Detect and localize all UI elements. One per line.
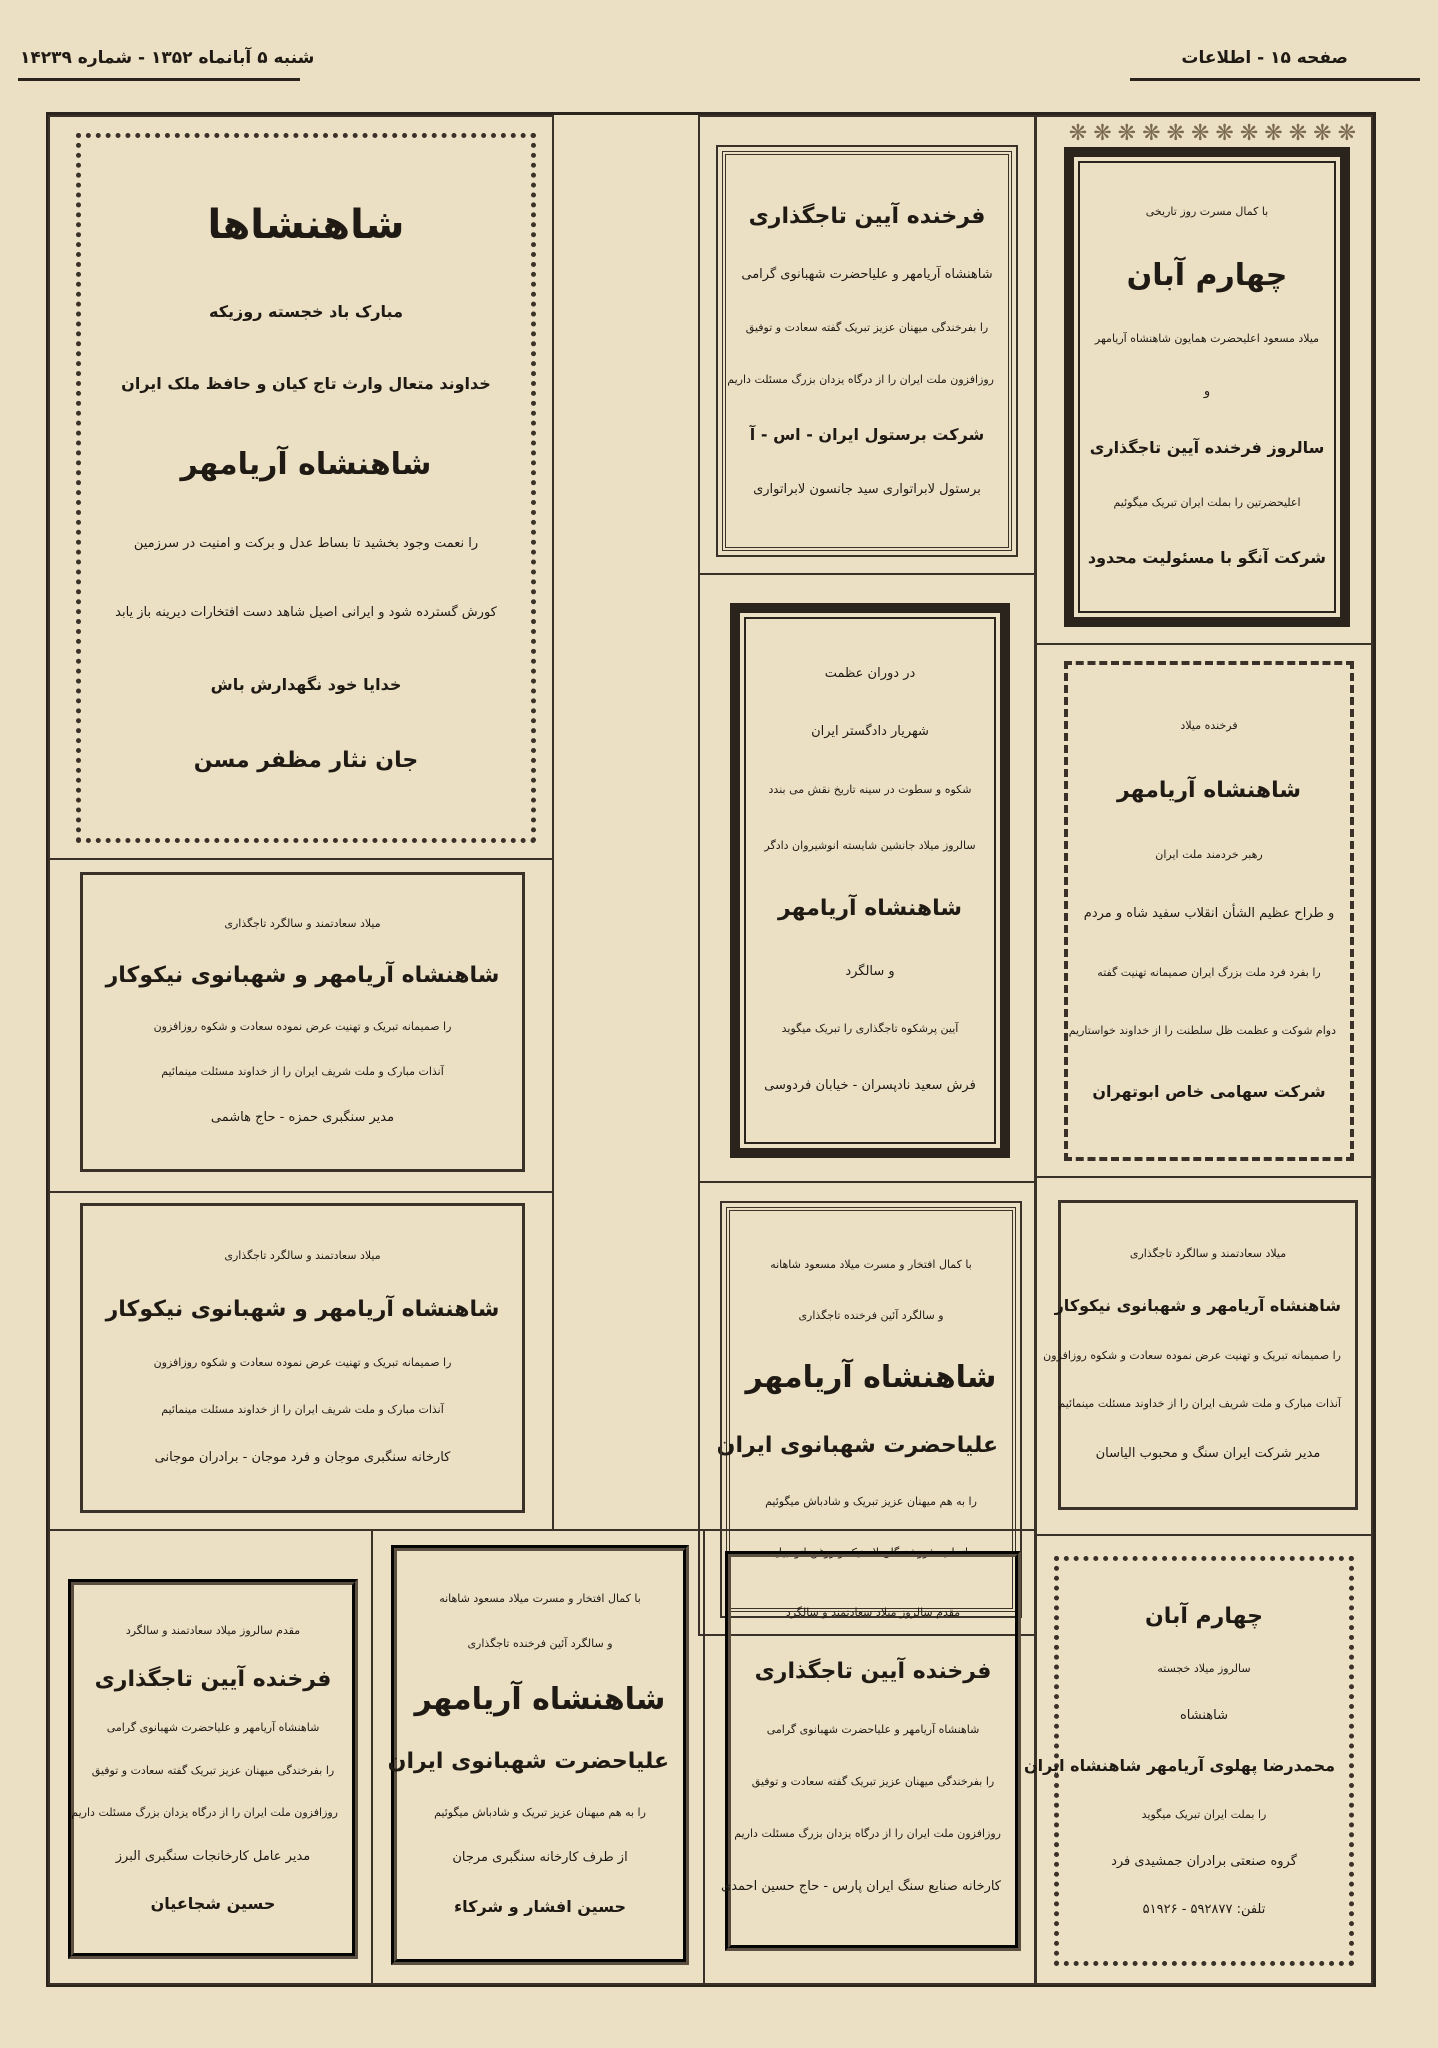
ad-11-line-4: علیاحضرت شهبانوی ایران <box>387 1749 669 1775</box>
ad-10-line-1: مقدم سالروز میلاد سعادتمند و سالگرد <box>125 1623 301 1637</box>
ornament-border-top: ❋❋❋❋❋❋❋❋❋❋❋❋ <box>1068 121 1362 146</box>
ad-1-line-2: مبارک باد خجسته روزیکه <box>209 301 403 321</box>
ad-7-line-6: اتحادیه فروشندگان لاستیک و روغن اتومبیل <box>773 1546 969 1560</box>
ad-8-line-2: شاهنشاه آریامهر و شهبانوی نیکوکار <box>105 1297 500 1323</box>
advertisement-frame <box>46 112 1376 1987</box>
ad-7-line-5: را به هم میهنان عزیز تبریک و شادباش میگوئیم <box>765 1495 977 1509</box>
ad-11-line-1: با کمال افتخار و مسرت میلاد مسعود شاهانه <box>439 1592 641 1606</box>
ad-10-line-4: را بفرخندگی میهنان عزیز تبریک گفته سعادت و توفیق <box>91 1763 335 1777</box>
ad-6-line-3: را صمیمانه تبریک و تهنیت عرض نموده سعادت و شکوه روزافزون <box>153 1019 452 1033</box>
ad-farsh-saeed <box>730 603 1010 1158</box>
ad-jamshidi-fard <box>1024 1556 1354 1966</box>
ad-10-line-5: روزافزون ملت ایران را از درگاه یزدان بزرگ مسئلت داریم <box>71 1806 338 1820</box>
ad-6-line-4: آنذات مبارک و ملت شریف ایران را از خداوند مسئلت مینمائیم <box>161 1065 444 1079</box>
ad-11-line-5: را به هم میهنان عزیز تبریک و شادباش میگوئیم <box>434 1805 646 1819</box>
ad-3-line-3: میلاد مسعود اعلیحضرت همایون شاهنشاه آریامهر <box>1094 331 1320 345</box>
ad-cell-10 <box>48 1529 373 1985</box>
ad-12-line-1: مقدم سالروز میلاد سعادتمند و سالگرد <box>785 1605 961 1619</box>
ad-3-line-4: و <box>1203 383 1211 399</box>
ad-4-line-2: شهریار دادگستر ایران <box>811 724 929 740</box>
ad-1-line-7: خدایا خود نگهدارش باش <box>210 674 402 694</box>
ad-13-line-4: محمدرضا پهلوی آریامهر شاهنشاه ایران <box>1024 1755 1335 1775</box>
ad-4-line-8: فرش سعید نادپسران - خیابان فردوسی <box>764 1078 976 1094</box>
ad-4-line-6: و سالگرد <box>845 963 895 979</box>
ad-cell-8 <box>48 1191 554 1531</box>
ad-6-line-5: مدیر سنگبری حمزه - حاج هاشمی <box>210 1110 395 1126</box>
ad-9-line-3: را صمیمانه تبریک و تهنیت عرض نموده سعادت و شکوه روزافزون <box>1043 1349 1341 1363</box>
header-rule-left <box>18 78 300 81</box>
ad-8-line-1: میلاد سعادتمند و سالگرد تاجگذاری <box>224 1249 381 1263</box>
ad-7-line-1: با کمال افتخار و مسرت میلاد مسعود شاهانه <box>770 1258 972 1272</box>
ad-8-line-3: را صمیمانه تبریک و تهنیت عرض نموده سعادت و شکوه روزافزون <box>153 1355 452 1369</box>
ad-cell-1 <box>48 115 554 860</box>
ad-2-line-3: را بفرخندگی میهنان عزیز تبریک گفته سعادت و توفیق <box>745 321 989 335</box>
ad-9-line-5: مدیر شرکت ایران سنگ و محبوب الیاسان <box>1095 1445 1321 1461</box>
ad-9-line-2: شاهنشاه آریامهر و شهبانوی نیکوکار <box>1054 1295 1341 1315</box>
header-rule-right <box>1130 78 1420 81</box>
ad-sangbari-alborz <box>68 1579 358 1959</box>
ad-1-line-1: شاهنشاها <box>207 202 405 249</box>
ad-cell-2 <box>698 115 1037 575</box>
ad-cell-12 <box>703 1529 1037 1985</box>
ad-iran-pars-stone <box>721 1551 1021 1951</box>
ad-10-line-7: حسین شجاعیان <box>150 1893 276 1913</box>
ad-cell-9 <box>1034 1176 1373 1536</box>
ad-12-line-2: فرخنده آیین تاجگذاری <box>754 1658 992 1684</box>
ad-7-line-3: شاهنشاه آریامهر <box>745 1359 997 1395</box>
ad-2-line-6: برستول لابراتواری سید جانسون لابراتواری <box>753 482 981 497</box>
ad-cell-5 <box>1034 643 1373 1178</box>
ad-2-line-4: روزافزون ملت ایران را از درگاه یزدان بزرگ مسئلت داریم <box>727 372 994 386</box>
ad-4-line-3: شکوه و سطوت در سینه تاریخ نقش می بندد <box>768 782 972 796</box>
ad-12-line-4: را بفرخندگی میهنان عزیز تبریک گفته سعادت و توفیق <box>751 1774 995 1788</box>
ad-5-line-6: دوام شوکت و عظمت ظل سلطنت را از خداوند خواستاریم <box>1068 1024 1336 1038</box>
ad-13-line-5: را بملت ایران تبریک میگوید <box>1141 1807 1267 1821</box>
ad-7-line-4: علیاحضرت شهبانوی ایران <box>716 1433 998 1459</box>
ad-4-line-4: سالروز میلاد جانشین شایسته انوشیروان دادگر <box>764 838 976 852</box>
ad-sangbari-moujan <box>80 1203 525 1513</box>
ad-3-line-1: با کمال مسرت روز تاریخی <box>1145 205 1269 219</box>
ad-13-line-6: گروه صنعتی برادران جمشیدی فرد <box>1111 1853 1297 1869</box>
ad-13-line-3: شاهنشاه <box>1179 1707 1228 1723</box>
ad-iran-sang <box>1043 1200 1358 1510</box>
ad-11-line-7: حسین افشار و شرکاء <box>453 1897 627 1917</box>
ad-11-line-6: از طرف کارخانه سنگبری مرجان <box>452 1850 628 1866</box>
ad-8-line-4: آنذات مبارک و ملت شریف ایران را از خداوند مسئلت مینمائیم <box>161 1402 444 1416</box>
ad-cell-6 <box>48 858 554 1193</box>
ad-2-line-2: شاهنشاه آریامهر و علیاحضرت شهبانوی گرامی <box>741 267 993 283</box>
ad-13-line-1: چهارم آبان <box>1145 1604 1263 1630</box>
ad-1-line-5: را نعمت وجود بخشید تا بساط عدل و برکت و امنیت در سرزمین <box>133 536 479 551</box>
ad-8-line-5: کارخانه سنگبری موجان و فرد موجان - برادران موجانی <box>154 1449 451 1465</box>
ad-12-line-5: روزافزون ملت ایران را از درگاه یزدان بزرگ مسئلت داریم <box>734 1827 1001 1841</box>
ad-3-line-2: چهارم آبان <box>1126 257 1288 293</box>
ad-4-line-1: در دوران عظمت <box>824 665 916 681</box>
ad-chaharom-aban <box>1064 147 1350 627</box>
ad-cell-3 <box>1034 115 1373 645</box>
ad-1-line-8: جان نثار مظفر مسن <box>193 748 419 774</box>
ad-4-line-7: آیین پرشکوه تاجگذاری را تبریک میگوید <box>781 1022 959 1036</box>
ad-12-line-6: کارخانه صنایع سنگ ایران پارس - حاج حسین احمدی <box>721 1879 1001 1895</box>
ad-1-line-6: کورش گسترده شود و ایرانی اصیل شاهد دست افتخارات دیرینه باز یابد <box>115 605 497 621</box>
ad-1-line-3: خداوند متعال وارث تاج کیان و حافظ ملک ایران <box>121 374 491 394</box>
ad-5-line-7: شرکت سهامی خاص ابوتهران <box>1092 1082 1326 1102</box>
ad-11-line-2: و سالگرد آئین فرخنده تاجگذاری <box>467 1636 613 1650</box>
ad-cell-4 <box>698 573 1037 1183</box>
page-number-header: صفحه ۱۵ - اطلاعات <box>1181 48 1348 68</box>
ad-4-line-5: شاهنشاه آریامهر <box>778 895 962 921</box>
ad-shahanshaha <box>76 133 536 843</box>
ad-9-line-1: میلاد سعادتمند و سالگرد تاجگذاری <box>1129 1247 1287 1261</box>
ad-12-line-3: شاهنشاه آریامهر و علیاحضرت شهبانوی گرامی <box>766 1722 980 1736</box>
ad-3-line-5: سالروز فرخنده آیین تاجگذاری <box>1089 438 1325 458</box>
ad-abu-tehran <box>1064 661 1354 1161</box>
ad-cell-13 <box>1024 1534 1373 1985</box>
ad-5-line-2: شاهنشاه آریامهر <box>1117 778 1301 804</box>
ad-5-line-1: فرخنده میلاد <box>1180 719 1238 733</box>
ad-5-line-3: رهبر خردمند ملت ایران <box>1155 847 1263 861</box>
ad-11-line-3: شاهنشاه آریامهر <box>414 1681 666 1717</box>
issue-date-header: شنبه ۵ آبانماه ۱۳۵۲ - شماره ۱۴۲۳۹ <box>20 48 315 68</box>
ad-sangbari-hamzeh <box>80 872 525 1172</box>
ad-9-line-4: آنذات مبارک و ملت شریف ایران را از خداوند مسئلت مینمائیم <box>1058 1397 1341 1411</box>
ad-1-line-4: شاهنشاه آریامهر <box>180 447 432 483</box>
ad-2-line-1: فرخنده آیین تاجگذاری <box>748 204 986 230</box>
ad-3-line-6: اعلیحضرتین را بملت ایران تبریک میگوئیم <box>1113 495 1301 509</box>
ad-10-line-3: شاهنشاه آریامهر و علیاحضرت شهبانوی گرامی <box>106 1721 320 1735</box>
ad-10-line-2: فرخنده آیین تاجگذاری <box>94 1667 332 1693</box>
ad-bristol <box>722 151 1012 551</box>
ad-cell-11 <box>371 1529 705 1985</box>
ad-13-line-2: سالروز میلاد خجسته <box>1157 1661 1251 1675</box>
ad-2-line-5: شرکت برستول ایران - اس - آ <box>749 424 985 444</box>
ad-sangbari-marjan <box>387 1545 689 1965</box>
ad-3-line-7: شرکت آنگو با مسئولیت محدود <box>1087 548 1326 568</box>
ad-7-line-2: و سالگرد آئین فرخنده تاجگذاری <box>798 1308 944 1322</box>
ad-13-line-7: تلفن: ۵۹۲۸۷۷ - ۵۱۹۲۶ <box>1142 1901 1266 1917</box>
ad-5-line-5: را بفرد فرد ملت بزرگ ایران صمیمانه تهنیت گفته <box>1097 966 1321 980</box>
ad-6-line-2: شاهنشاه آریامهر و شهبانوی نیکوکار <box>105 962 500 988</box>
ad-6-line-1: میلاد سعادتمند و سالگرد تاجگذاری <box>224 916 381 930</box>
ad-5-line-4: و طراح عظیم الشأن انقلاب سفید شاه و مردم <box>1083 905 1335 921</box>
ad-10-line-6: مدیر عامل کارخانجات سنگبری البرز <box>115 1848 311 1864</box>
